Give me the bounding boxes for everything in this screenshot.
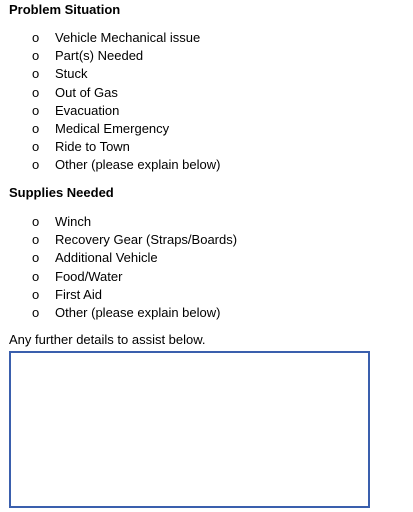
problem-option[interactable] xyxy=(0,47,400,65)
supplies-option[interactable] xyxy=(0,268,400,286)
problem-option[interactable] xyxy=(0,29,400,47)
problem-situation-heading: Problem Situation xyxy=(9,2,121,17)
hollow-bullet-icon: o xyxy=(32,268,40,284)
supplies-option-label: Winch xyxy=(55,214,92,229)
hollow-bullet-icon: o xyxy=(32,48,40,64)
supplies-option[interactable] xyxy=(0,304,400,322)
problem-option-label: Medical Emergency xyxy=(55,120,170,136)
supplies-option[interactable] xyxy=(0,249,400,267)
hollow-bullet-icon: o xyxy=(32,30,40,45)
supplies-option-label: Other (please explain below) xyxy=(55,304,221,320)
hollow-bullet-icon: o xyxy=(32,250,40,266)
supplies-option[interactable] xyxy=(0,286,400,304)
hollow-bullet-icon: o xyxy=(32,66,40,82)
hollow-bullet-icon: o xyxy=(32,232,40,248)
problem-option[interactable] xyxy=(0,65,400,83)
problem-option[interactable] xyxy=(0,102,400,120)
supplies-option-label: Recovery Gear (Straps/Boards) xyxy=(55,232,238,248)
problem-option-label: Stuck xyxy=(55,66,88,82)
hollow-bullet-icon: o xyxy=(32,120,40,136)
supplies-needed-list xyxy=(0,213,400,322)
further-details-prompt: Any further details to assist below. xyxy=(9,332,206,347)
problem-option-label: Out of Gas xyxy=(55,84,118,100)
problem-option[interactable] xyxy=(0,84,400,102)
hollow-bullet-icon: o xyxy=(32,304,40,320)
problem-option-label: Other (please explain below) xyxy=(55,157,221,173)
hollow-bullet-icon: o xyxy=(32,84,40,100)
hollow-bullet-icon: o xyxy=(32,157,40,173)
further-details-field[interactable] xyxy=(9,351,370,508)
hollow-bullet-icon: o xyxy=(32,214,40,229)
problem-option-label: Ride to Town xyxy=(55,139,130,155)
supplies-option[interactable] xyxy=(0,231,400,249)
supplies-option[interactable] xyxy=(0,213,400,231)
hollow-bullet-icon: o xyxy=(32,102,40,118)
supplies-option-label: Food/Water xyxy=(55,268,123,284)
hollow-bullet-icon: o xyxy=(32,139,40,155)
supplies-option-label: First Aid xyxy=(55,286,102,302)
problem-option-label: Evacuation xyxy=(55,102,120,118)
problem-situation-list xyxy=(0,29,400,175)
problem-option-label: Vehicle Mechanical issue xyxy=(55,30,201,45)
problem-option[interactable] xyxy=(0,138,400,156)
problem-option[interactable] xyxy=(0,156,400,174)
supplies-needed-heading: Supplies Needed xyxy=(9,185,114,200)
problem-option-label: Part(s) Needed xyxy=(55,48,144,64)
supplies-option-label: Additional Vehicle xyxy=(55,250,158,266)
hollow-bullet-icon: o xyxy=(32,286,40,302)
problem-option[interactable] xyxy=(0,120,400,138)
